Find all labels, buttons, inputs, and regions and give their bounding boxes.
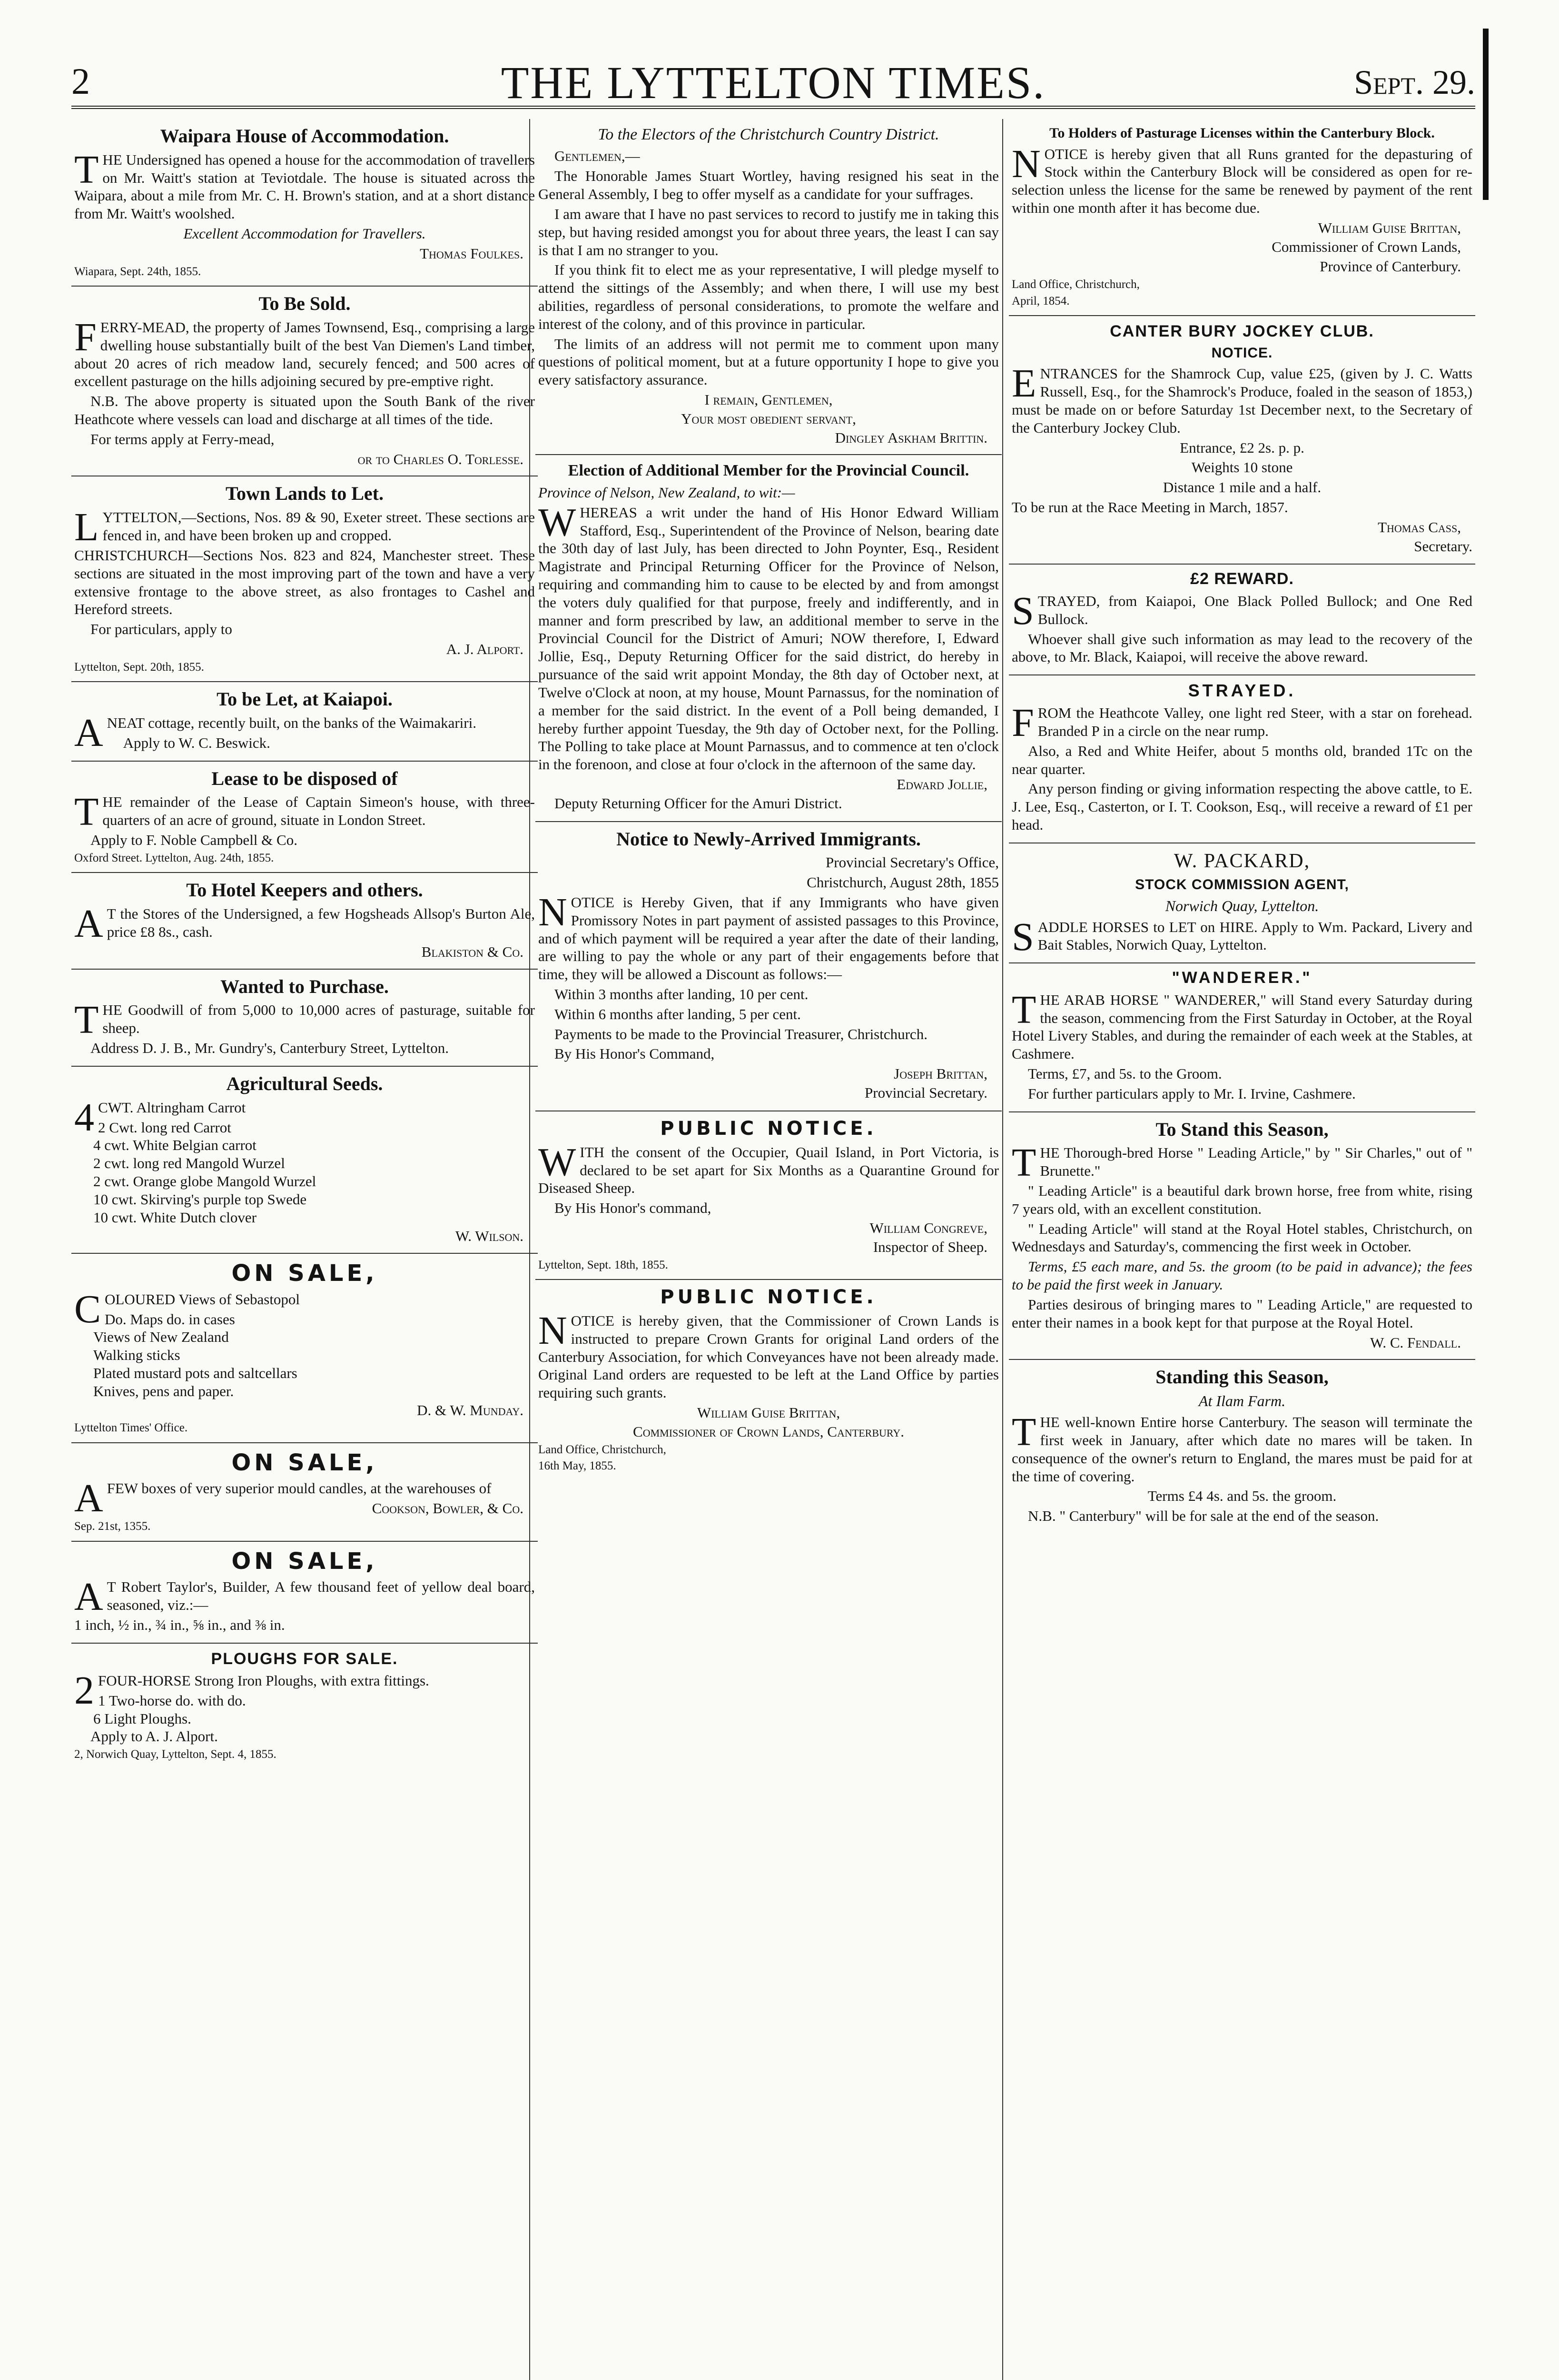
ad-body: ITH the consent of the Occupier, Quail Island, in Port Victoria, is declared to be set apart for Six Months as a Quarantine Ground for Diseased Sheep.: [538, 1143, 999, 1197]
page-number: 2: [71, 60, 90, 102]
ad-body: HE Undersigned has opened a house for the accommodation of travellers on Mr. Waitt's station at Teviotdale. The house is situated across the Waipara, about a mile from Mr. C. H. Brown's station, and at a short distance from Mr. Waitt's woolshed.: [74, 151, 535, 222]
ad-wanted: [71, 970, 538, 1067]
ad-heading: ON SALE,: [231, 1547, 378, 1575]
drop-cap: N: [538, 890, 567, 934]
ad-body: ERRY-MEAD, the property of James Townsend, Esq., comprising a large dwelling house substantially built of the best Van Diemen's Land timber, about 20 acres of rich meadow land, securely fenced; and 500 acres of excellent pasturage on the hills adjoining secured by pre-emptive right.: [74, 318, 535, 390]
seed-list: [74, 1119, 535, 1227]
ad-run: To be run at the Race Meeting in March, 1857.: [1012, 499, 1288, 516]
masthead-rule: [71, 106, 1475, 109]
ad-signature: W. Wilson.: [455, 1228, 523, 1245]
ad-heading: CANTER BURY JOCKEY CLUB.: [1110, 322, 1374, 341]
ad-heading: PLOUGHS FOR SALE.: [211, 1649, 398, 1668]
ad-paragraph: " Leading Article" will stand at the Royal Hotel stables, Christchurch, on Wednesdays and Saturday's, commencing the first week in October.: [1012, 1220, 1472, 1255]
drop-cap: W: [538, 500, 576, 545]
ad-subheading: STOCK COMMISSION AGENT,: [1135, 877, 1349, 893]
newspaper-title: THE LYTTELTON TIMES.: [501, 57, 1046, 108]
drop-cap: T: [74, 998, 99, 1042]
ad-dateline: Christchurch, August 28th, 1855: [807, 874, 999, 891]
ad-signature: Cookson, Bowler, & Co.: [372, 1500, 523, 1517]
ad-body-3: Any person finding or giving information respecting the above cattle, to E. J. Lee, Esq., Casterton, or I. T. Cookson, Esq., will receive a reward of £1 per head.: [1012, 780, 1472, 833]
list-item: 10 cwt. Skirving's purple top Swede: [93, 1190, 307, 1208]
ad-title: Inspector of Sheep.: [873, 1238, 987, 1255]
ad-body-2: Also, a Red and White Heifer, about 5 months old, branded 1Tc on the near quarter.: [1012, 742, 1472, 777]
ad-discount: Within 3 months after landing, 10 per cent.: [554, 986, 809, 1003]
list-item: 2 cwt. Orange globe Mangold Wurzel: [93, 1172, 316, 1190]
ad-signature: or to Charles O. Torlesse.: [357, 450, 523, 467]
ad-signature: W. C. Fendall.: [1370, 1334, 1461, 1351]
ad-body: HE ARAB HORSE " WANDERER," will Stand every Saturday during the season, commencing from the First Saturday in October, at the Royal Hotel Livery Stables, and during the remainder of each week at the Stables, at Cashmere.: [1012, 991, 1472, 1062]
drop-cap: N: [1012, 141, 1041, 186]
list-item: Knives, pens and paper.: [93, 1382, 234, 1399]
ad-closing: Your most obedient servant,: [681, 410, 856, 427]
ad-body: T the Stores of the Undersigned, a few Hogsheads Allsop's Burton Ale, price £8 8s., cash.: [107, 905, 535, 941]
ad-date: Sep. 21st, 1355.: [74, 1520, 151, 1533]
drop-cap: A: [74, 1476, 103, 1521]
ad-signature: William Guise Brittan,: [697, 1404, 840, 1421]
ad-paragraph: The Honorable James Stuart Wortley, having resigned his seat in the General Assembly, I beg to offer myself as a candidate for your suffrages.: [538, 168, 999, 203]
ad-heading: ON SALE,: [231, 1260, 378, 1287]
ad-paragraph: " Leading Article" is a beautiful dark brown horse, free from white, rising 7 years old, with an excellent constitution.: [1012, 1182, 1472, 1217]
ad-heading: PUBLIC NOTICE.: [660, 1117, 877, 1140]
ad-apply: Apply to A. J. Alport.: [90, 1728, 218, 1745]
masthead: [71, 56, 1475, 109]
ad-signature: Thomas Cass,: [1378, 518, 1461, 536]
ad-heading: To Hotel Keepers and others.: [186, 879, 423, 901]
ad-paragraph: I am aware that I have no past services to record to justify me in taking this step, but having resided amongst you for about three years, the least I can say is that I am no stranger to you.: [538, 205, 999, 258]
ad-title: Province of Canterbury.: [1320, 258, 1461, 275]
ad-public-notice-quarantine: [535, 1111, 1002, 1280]
list-item: 10 cwt. White Dutch clover: [93, 1209, 257, 1226]
drop-cap: A: [74, 902, 103, 946]
drop-cap: F: [1012, 701, 1034, 745]
ad-province: Province of Nelson, New Zealand, to wit:—: [538, 484, 795, 501]
ad-date: April, 1854.: [1012, 294, 1070, 307]
ad-heading: £2 REWARD.: [1190, 570, 1294, 588]
drop-cap: F: [74, 315, 97, 359]
drop-cap: 4: [74, 1095, 94, 1140]
ad-body: OTICE is hereby given, that the Commissioner of Crown Lands is instructed to prepare Crown Grants for original Land orders of the Canterbury Association, for which Conveyances have not been already made. Original Land orders are requested to be left at the Land Office by parties requiring such grants.: [538, 1312, 999, 1401]
ad-place: Norwich Quay, Lyttelton.: [1165, 897, 1319, 914]
column-1: [71, 119, 538, 2380]
sale-list: [74, 1310, 535, 1400]
ad-date: 2, Norwich Quay, Lyttelton, Sept. 4, 1855.: [74, 1748, 276, 1761]
list-item: 1 Two-horse do. with do.: [98, 1692, 246, 1709]
column-rule: [1002, 119, 1003, 2380]
ad-heading: To Be Sold.: [258, 293, 351, 315]
ad-signature: D. & W. Munday.: [417, 1401, 523, 1418]
ad-on-sale-candles: [71, 1443, 538, 1542]
drop-cap: N: [538, 1308, 567, 1353]
ad-jockey-club: [1009, 316, 1475, 565]
ad-packard: [1009, 843, 1475, 963]
drop-cap: T: [1012, 1140, 1036, 1185]
ad-election-nelson: [535, 455, 1002, 822]
ad-note: N.B. The above property is situated upon the South Bank of the river Heathcote where vessels can load and discharge at all times of the tide.: [74, 393, 535, 428]
ad-signature: Blakiston & Co.: [421, 943, 523, 960]
ad-sizes: 1 inch, ½ in., ¾ in., ⅝ in., and ⅜ in.: [74, 1616, 285, 1633]
ad-paragraph: Parties desirous of bringing mares to " Leading Article," are requested to enter their names in a book kept for that purpose at the Royal Hotel.: [1012, 1296, 1472, 1331]
ad-heading: Notice to Newly-Arrived Immigrants.: [616, 828, 921, 850]
column-2: [535, 119, 1002, 2380]
ad-heading: Waipara House of Accommodation.: [160, 125, 449, 147]
ad-command: By His Honor's command,: [554, 1200, 711, 1217]
ad-strayed: [1009, 675, 1475, 843]
list-item: 2 Cwt. long red Carrot: [98, 1119, 231, 1136]
ad-body: TRAYED, from Kaiapoi, One Black Polled Bullock; and One Red Bullock.: [1037, 592, 1472, 627]
drop-cap: 2: [74, 1668, 94, 1713]
ad-apply: For particulars, apply to: [90, 621, 232, 638]
ad-hotel-keepers: [71, 873, 538, 969]
ad-address: Address D. J. B., Mr. Gundry's, Canterbury Street, Lyttelton.: [90, 1040, 449, 1057]
ad-date: Oxford Street. Lyttelton, Aug. 24th, 1855.: [74, 851, 274, 864]
ad-title: Deputy Returning Officer for the Amuri District.: [554, 794, 842, 812]
drop-cap: A: [74, 711, 103, 755]
ad-signature: William Congreve,: [869, 1219, 987, 1236]
ad-heading: Lease to be disposed of: [211, 767, 398, 789]
ad-signature: Edward Jollie,: [897, 775, 987, 793]
ad-heading: Standing this Season,: [1155, 1366, 1329, 1388]
ad-signature: Joseph Brittan,: [894, 1065, 987, 1082]
ad-kaiapoi: [71, 682, 538, 761]
ad-paragraph: Terms, £5 each mare, and 5s. the groom (to be paid in advance); the fees to be paid the first week in January.: [1012, 1258, 1472, 1293]
list-item: 4 cwt. White Belgian carrot: [93, 1137, 257, 1154]
ad-title: Commissioner of Crown Lands, Canterbury.: [633, 1423, 904, 1440]
ad-closing: I remain, Gentlemen,: [704, 391, 833, 408]
drop-cap: C: [74, 1287, 101, 1331]
list-item: 2 cwt. long red Mangold Wurzel: [93, 1155, 285, 1172]
drop-cap: L: [74, 505, 99, 550]
ad-electors: [535, 119, 1002, 455]
ad-heading: W. PACKARD,: [1174, 850, 1311, 872]
ad-heading: STRAYED.: [1188, 681, 1296, 701]
ad-heading: Town Lands to Let.: [226, 483, 384, 505]
ad-body: OTICE is hereby given that all Runs granted for the depasturing of Stock within the Canterbury Block will be considered as open for re-selection unless the license for the same be renewed by payment of the rent within one month after it has become due.: [1012, 145, 1472, 217]
drop-cap: T: [1012, 987, 1036, 1032]
ad-subheading: At Ilam Farm.: [1198, 1392, 1286, 1410]
list-item: Walking sticks: [93, 1347, 180, 1364]
ad-to-be-sold: [71, 287, 538, 476]
ad-body-2: Whoever shall give such information as may lead to the recovery of the above, to Mr. Black, Kaiapoi, will receive the above reward.: [1012, 630, 1472, 665]
drop-cap: E: [1012, 361, 1036, 406]
ad-distance: Distance 1 mile and a half.: [1163, 479, 1322, 496]
ad-title: Commissioner of Crown Lands,: [1272, 238, 1461, 255]
ad-body: HEREAS a writ under the hand of His Honor Edward William Stafford, Esq., Superintendent of the Province of Nelson, bearing date the 30th day of last July, has been directed to John Poynter, Esq., Resident Magistrate and Principal Returning Officer for the Province of Nelson, requiring and commanding him to cause to be elected by and from amongst the voters duly qualified for that purpose, freely and indifferently, and in manner and form prescribed by law, an additional member to serve in the Provincial Council for the District of Amuri; NOW therefore, I, Edward Jollie, Esq., Deputy Returning Officer for the said district, do hereby in pursuance of the said writ appoint Monday, the 8th day of October next, at Twelve o'Clock at noon, at my house, Mount Parnassus, for the nomination of a member for the said district. In the event of a Poll being demanded, I hereby further appoint Tuesday, the 9th day of October next, for the Polling. The Polling to take place at Mount Parnassus, and to commence at ten o'clock in the forenoon, and close at four o'clock in the afternoon of the same day.: [538, 504, 999, 773]
ad-body: ADDLE HORSES to LET on HIRE. Apply to Wm. Packard, Livery and Bait Stables, Norwich Quay, Lyttelton.: [1037, 918, 1472, 953]
ad-reward: [1009, 565, 1475, 675]
list-item: Views of New Zealand: [93, 1329, 229, 1346]
drop-cap: T: [1012, 1410, 1036, 1455]
ad-place: Land Office, Christchurch,: [1012, 278, 1140, 291]
ad-heading: Agricultural Seeds.: [226, 1072, 383, 1094]
plough-list: [74, 1692, 535, 1728]
ad-body: FEW boxes of very superior mould candles, at the warehouses of: [107, 1480, 492, 1497]
ad-body: OTICE is Hereby Given, that if any Immigrants who have given Promissory Notes in part payment of assisted passages to this Province, and of which payment will be required a year after the date of their landing, are willing to pay the whole or any part of their engagements before that time, they will be allowed a Discount as follows:—: [538, 893, 999, 983]
ad-terms: For terms apply at Ferry-mead,: [90, 430, 275, 447]
ad-signature: Thomas Foulkes.: [420, 245, 523, 262]
ad-body: ROM the Heathcote Valley, one light red Steer, with a star on forehead. Branded P in a circle on the near rump.: [1037, 704, 1472, 739]
list-item: 6 Light Ploughs.: [93, 1710, 191, 1727]
ad-to-stand: [1009, 1112, 1475, 1360]
ad-pasturage-licenses: [1009, 119, 1475, 316]
ad-command: By His Honor's Command,: [554, 1045, 715, 1062]
ad-place: Land Office, Christchurch,: [538, 1443, 666, 1456]
drop-cap: T: [74, 790, 99, 834]
ad-body: HE remainder of the Lease of Captain Simeon's house, with three-quarters of an acre of ground, situate in London Street.: [102, 793, 535, 829]
ad-body: OLOURED Views of Sebastopol: [105, 1290, 300, 1308]
ad-body: NTRANCES for the Shamrock Cup, value £25, (given by J. C. Watts Russell, Esq., for the Shamrock's Produce, foaled in the season of 1853,) must be made on or before Saturday 1st December next, to the Secretary of the Canterbury Jockey Club.: [1012, 365, 1472, 436]
list-item: Plated mustard pots and saltcellars: [93, 1364, 297, 1381]
issue-date: Sept. 29.: [1354, 63, 1475, 101]
ad-heading: Wanted to Purchase.: [220, 975, 389, 997]
ad-on-sale-deal-board: [71, 1542, 538, 1644]
drop-cap: S: [1012, 588, 1034, 633]
ad-body: FOUR-HORSE Strong Iron Ploughs, with extra fittings.: [98, 1672, 429, 1689]
ad-body: CWT. Altringham Carrot: [98, 1099, 246, 1116]
ad-apply: Apply to W. C. Beswick.: [123, 734, 270, 751]
ad-body: HE well-known Entire horse Canterbury. The season will terminate the first week in January, after which date no mares will be taken. In consequence of the owner's return to England, the mares must be paid for at the time of covering.: [1012, 1414, 1472, 1485]
drop-cap: W: [538, 1140, 576, 1184]
ad-heading: PUBLIC NOTICE.: [660, 1286, 877, 1309]
ad-subheading: NOTICE.: [1211, 345, 1273, 361]
ad-terms: Terms £4 4s. and 5s. the groom.: [1147, 1488, 1337, 1505]
ad-date: 16th May, 1855.: [538, 1459, 616, 1473]
ad-town-lands: [71, 476, 538, 682]
ad-heading: Election of Additional Member for the Provincial Council.: [568, 462, 969, 480]
ad-body-2: CHRISTCHURCH—Sections Nos. 823 and 824, Manchester street. These sections are situated in the most improving part of the town and have a very extensive frontage to the above street, as also frontages to Cashel and Hereford streets.: [74, 546, 535, 618]
ad-payments: Payments to be made to the Provincial Treasurer, Christchurch.: [554, 1025, 928, 1042]
ad-office: Provincial Secretary's Office,: [826, 854, 999, 871]
ad-ploughs: [71, 1644, 538, 1769]
ad-waipara-house: [71, 119, 538, 287]
ad-heading: "WANDERER.": [1172, 969, 1312, 987]
ad-apply: Apply to F. Noble Campbell & Co.: [90, 832, 297, 849]
ad-lease: [71, 762, 538, 873]
ad-signature: Dingley Askham Brittin.: [835, 429, 987, 446]
ad-heading: To Holders of Pasturage Licenses within the Canterbury Block.: [1049, 125, 1435, 141]
drop-cap: A: [74, 1575, 103, 1619]
ad-discount: Within 6 months after landing, 5 per cent.: [554, 1005, 801, 1022]
ad-further: For further particulars apply to Mr. I. Irvine, Cashmere.: [1028, 1085, 1356, 1102]
ad-title: Provincial Secretary.: [865, 1084, 987, 1101]
ad-entrance: Entrance, £2 2s. p. p.: [1180, 439, 1304, 456]
ad-body: HE Goodwill of from 5,000 to 10,000 acres of pasturage, suitable for sheep.: [102, 1002, 535, 1037]
ad-title: Secretary.: [1414, 537, 1472, 555]
ad-standing: [1009, 1360, 1475, 1534]
ad-seeds: [71, 1067, 538, 1254]
ad-heading: ON SALE,: [231, 1449, 378, 1476]
ad-body: HE Thorough-bred Horse " Leading Article," by " Sir Charles," out of " Brunette.": [1040, 1144, 1472, 1180]
ad-body: T Robert Taylor's, Builder, A few thousand feet of yellow deal board, seasoned, viz.:—: [107, 1578, 535, 1613]
ad-paragraph: The limits of an address will not permit me to comment upon many questions of political moment, but at a future opportunity I hope to give you every satisfactory assurance.: [538, 335, 999, 388]
ad-tagline: Excellent Accommodation for Travellers.: [183, 225, 426, 242]
ad-wanderer: [1009, 963, 1475, 1112]
ad-date: Lyttelton, Sept. 18th, 1855.: [538, 1258, 668, 1271]
column-3: [1009, 119, 1475, 2380]
ad-date: Wiapara, Sept. 24th, 1855.: [74, 265, 201, 278]
ad-paragraph: If you think fit to elect me as your representative, I will pledge myself to attend the sittings of the Assembly; and when there, I will use my best abilities, regardless of personal considerations, to promote the welfare and interest of the colony, and of this province in particular.: [538, 261, 999, 332]
ad-on-sale-views: [71, 1254, 538, 1443]
ad-heading: To be Let, at Kaiapoi.: [217, 688, 393, 710]
ad-signature: William Guise Brittan,: [1318, 219, 1461, 236]
drop-cap: T: [74, 147, 99, 192]
ad-note: N.B. " Canterbury" will be for sale at the end of the season.: [1028, 1507, 1379, 1525]
ad-signature: A. J. Alport.: [446, 640, 523, 657]
drop-cap: S: [1012, 914, 1034, 959]
ad-terms: Terms, £7, and 5s. to the Groom.: [1028, 1065, 1222, 1082]
ad-body: YTTELTON,—Sections, Nos. 89 & 90, Exeter street. These sections are fenced in, and have been broken up and cropped.: [102, 509, 535, 544]
ad-date: Lyttelton, Sept. 20th, 1855.: [74, 660, 204, 674]
ad-public-notice-crown-grants: [535, 1280, 1002, 1480]
ad-heading: To the Electors of the Christchurch Country District.: [598, 126, 939, 143]
ad-body: NEAT cottage, recently built, on the banks of the Waimakariri.: [107, 714, 476, 732]
ad-weights: Weights 10 stone: [1191, 459, 1293, 476]
ad-heading: To Stand this Season,: [1155, 1118, 1329, 1140]
margin-bar: [1483, 29, 1489, 200]
ad-date: Lyttelton Times' Office.: [74, 1421, 188, 1435]
ad-immigrants: [535, 822, 1002, 1111]
list-item: Do. Maps do. in cases: [105, 1310, 235, 1328]
ad-salutation: Gentlemen,—: [554, 148, 640, 165]
